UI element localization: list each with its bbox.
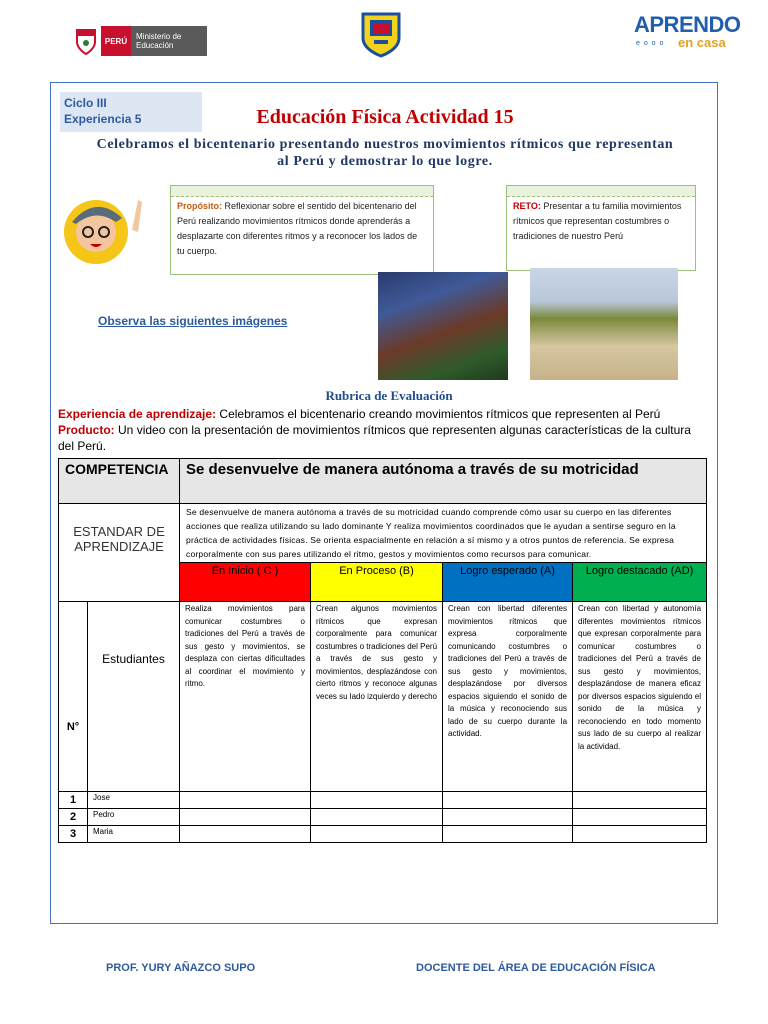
- grade-cell[interactable]: [443, 809, 573, 826]
- ciclo-box: [60, 92, 202, 132]
- level-inicio-header: En Inicio ( C ): [180, 563, 311, 602]
- peru-shield-icon: [74, 26, 98, 56]
- producto-label: Producto: [58, 423, 111, 437]
- competencia-row: [59, 459, 707, 504]
- rubrica-heading: Rubrica de Evaluación: [325, 388, 453, 403]
- grade-cell[interactable]: [180, 809, 311, 826]
- student-name: Jose: [88, 792, 180, 809]
- competencia-label: COMPETENCIA: [59, 459, 180, 504]
- estandar-label: ESTANDAR DE APRENDIZAJE: [59, 504, 180, 602]
- school-crest-icon: [360, 10, 402, 58]
- experiencia-label: Experiencia de aprendizaje: [58, 407, 213, 421]
- experience-product-block: Experiencia de aprendizaje: Celebramos el bicentenario creando movimientos rítmicos que representen al Perú Producto: Un video con la presentación de movimientos rítmicos que representen algunas características de la cultura del Perú.: [58, 407, 691, 453]
- proposito-label: Propósito: [177, 201, 219, 211]
- estudiantes-header: Estudiantes: [88, 602, 180, 792]
- ciclo-label: Ciclo III: [64, 96, 107, 110]
- table-row: [59, 826, 707, 843]
- grade-cell[interactable]: [311, 792, 443, 809]
- producto-text: Un video con la presentación de movimientos rítmicos que representen algunas características de la cultura del Perú.: [58, 423, 691, 453]
- level-esperado-desc: Crean con libertad diferentes movimientos rítmicos que expresa corporalmente comunicando costumbres o tradiciones del Perú a través de sus gesto y movimientos, desplazándose por diversos espacios siguiendo el sonido de la música y reconociendo sus lado de su cuerpo durante la actividad.: [443, 602, 573, 792]
- level-proceso-header: En Proceso (B): [311, 563, 443, 602]
- descriptors-row: [59, 602, 707, 792]
- grade-cell[interactable]: [443, 826, 573, 843]
- aprendo-dots: e o o o: [636, 40, 665, 47]
- level-esperado-header: Logro esperado (A): [443, 563, 573, 602]
- student-num: 1: [59, 792, 88, 809]
- level-inicio-desc: Realiza movimientos para comunicar costumbres o tradiciones del Perú a través de sus gesto y movimientos, se desplaza con ciertas dificultades al coordinar el movimiento y ritmo.: [180, 602, 311, 792]
- footer-teacher-name: PROF. YURY AÑAZCO SUPO: [106, 962, 256, 974]
- competencia-text: Se desenvuelve de manera autónoma a través de su motricidad: [180, 459, 707, 504]
- proposito-card: Propósito: Reflexionar sobre el sentido del bicentenario del Perú realizando movimientos rítmicos donde aprenderás a desplazarte con diferentes ritmos y a reconocer los lados de tu cuerpo.: [170, 185, 434, 275]
- student-num: 2: [59, 809, 88, 826]
- dance-photo-2: [530, 268, 678, 380]
- grade-cell[interactable]: [311, 809, 443, 826]
- student-name: Maria: [88, 826, 180, 843]
- dance-photo-1: [378, 272, 508, 380]
- proposito-text: Reflexionar sobre el sentido del bicentenario del Perú realizando movimientos rítmicos donde aprenderás a desplazarte con diferentes ritmos y a reconocer los lados de tu cuerpo.: [177, 201, 418, 256]
- experiencia-text: Celebramos el bicentenario creando movimientos rítmicos que representen al Perú: [219, 407, 661, 421]
- aprendo-sub-text: en casa: [678, 35, 726, 50]
- aprendo-text: APRENDO: [634, 12, 741, 37]
- footer-teacher-role: DOCENTE DEL ÁREA DE EDUCACIÓN FÍSICA: [416, 962, 656, 974]
- student-name: Pedro: [88, 809, 180, 826]
- level-proceso-desc: Crean algunos movimientos rítmicos que expresan corporalmente para comunicar costumbres o tradiciones del Perú a través de sus gesto y movimientos, desplazándose con cierto ritmos y reconoce algunas veces su lado izquierdo y derecho: [311, 602, 443, 792]
- grade-cell[interactable]: [573, 826, 707, 843]
- observa-heading: Observa las siguientes imágenes: [98, 314, 288, 328]
- grade-cell[interactable]: [180, 792, 311, 809]
- peru-ministry-logo: [74, 24, 212, 58]
- card-binding-decoration: [507, 186, 695, 197]
- reto-text: Presentar a tu familia movimientos rítmicos que representan costumbres o tradiciones de nuestro Perú: [513, 201, 682, 241]
- level-destacado-header: Logro destacado (AD): [573, 563, 707, 602]
- reto-card: RETO: Presentar a tu familia movimientos rítmicos que representan costumbres o tradiciones de nuestro Perú: [506, 185, 696, 271]
- grade-cell[interactable]: [573, 792, 707, 809]
- reto-label: RETO: [513, 201, 538, 211]
- grade-cell[interactable]: [443, 792, 573, 809]
- grade-cell[interactable]: [180, 826, 311, 843]
- experiencia-label: Experiencia 5: [64, 112, 142, 126]
- peru-label: PERÚ: [101, 26, 131, 56]
- student-num: 3: [59, 826, 88, 843]
- estandar-text: Se desenvuelve de manera autónoma a través de su motricidad cuando comprende cómo usar su cuerpo en las diferentes acciones que realiza utilizando su lado dominante Y realiza movimientos coordinados que le ayudan a sentirse seguro en la práctica de actividades físicas. Se orienta espacialmente en relación a sí mismo y a otros puntos de referencia. Se expresa corporalmente con sus pares utilizando el ritmo, gestos y movimientos como recursos para comunicar.: [180, 504, 707, 563]
- table-row: [59, 809, 707, 826]
- level-destacado-desc: Crean con libertad y autonomía diferentes movimientos rítmicos que expresan corporalmente para comunicar costumbres o tradiciones del Perú a través de sus gesto y movimientos, desplazándose de manera eficaz por diversos espacios siguiendo el sonido de la música y reconociendo en todo momento sus lado de su cuerpo al realizar la actividad.: [573, 602, 707, 792]
- page-title: Educación Física Actividad 15: [256, 106, 514, 128]
- aprendo-en-casa-logo: [634, 12, 741, 50]
- rubric-table: [58, 458, 707, 843]
- grade-cell[interactable]: [573, 809, 707, 826]
- ministry-label: Ministerio de Educación: [131, 26, 207, 56]
- kid-illustration-icon: [62, 186, 146, 272]
- estandar-row: [59, 504, 707, 563]
- num-header: N°: [59, 602, 88, 792]
- grade-cell[interactable]: [311, 826, 443, 843]
- page-subtitle: Celebramos el bicentenario presentando nuestros movimientos rítmicos que representan al Perú y demostrar lo que logre.: [96, 137, 674, 169]
- card-binding-decoration: [171, 186, 433, 197]
- table-row: [59, 792, 707, 809]
